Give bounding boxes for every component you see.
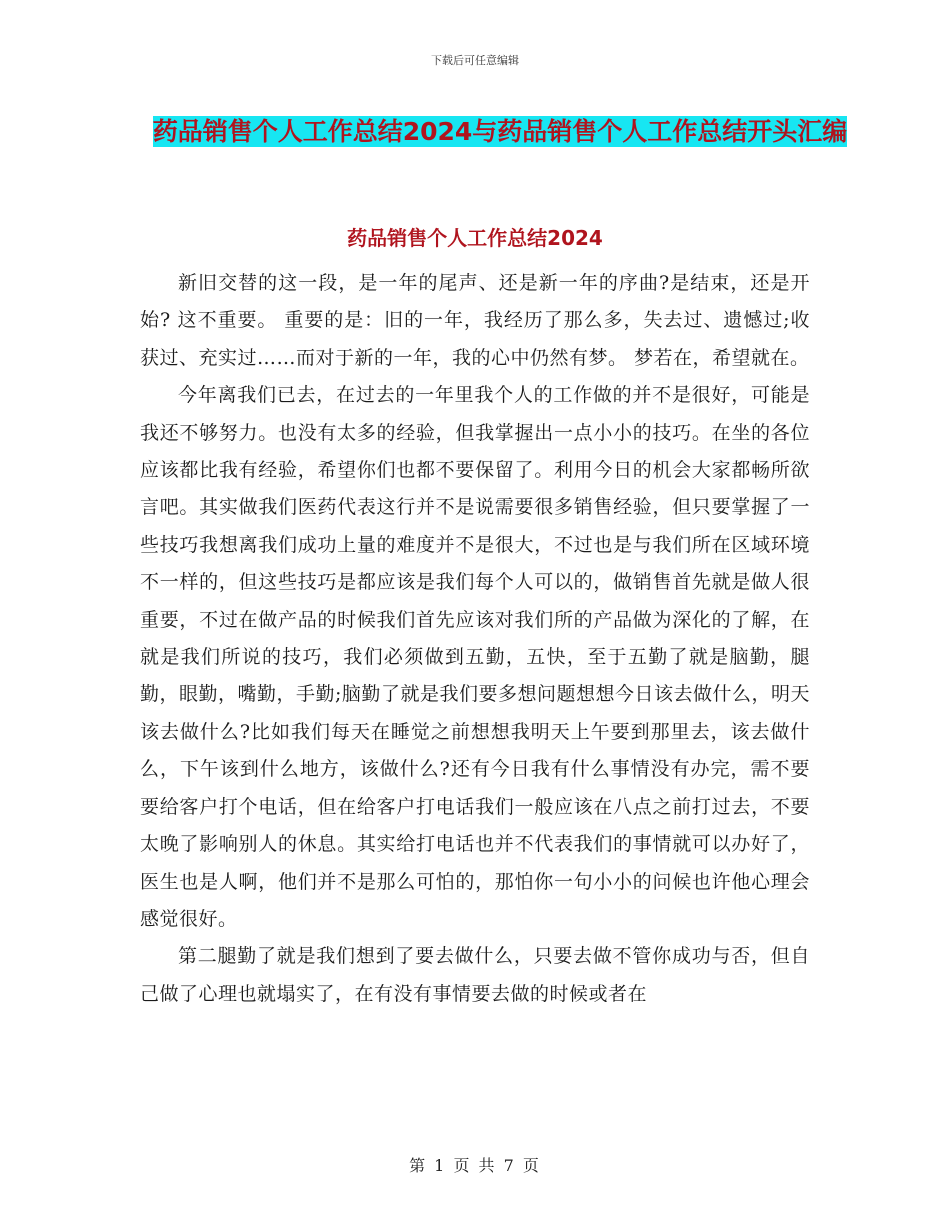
section-title: 药品销售个人工作总结2024 xyxy=(347,226,603,250)
paragraph: 今年离我们已去，在过去的一年里我个人的工作做的并不是很好，可能是我还不够努力。也没有太多的经验，但我掌握出一点小小的技巧。在坐的各位应该都比我有经验，希望你们也都不要保留了。利用今日的机会大家都畅所欲言吧。其实做我们医药代表这行并不是说需要很多销售经验，但只要掌握了一些技巧我想离我们成功上量的难度并不是很大，不过也是与我们所在区域环境不一样的，但这些技巧是都应该是我们每个人可以的，做销售首先就是做人很重要，不过在做产品的时候我们首先应该对我们所的产品做为深化的了解，在就是我们所说的技巧，我们必须做到五勤，五快，至于五勤了就是脑勤，腿勤，眼勤，嘴勤，手勤;脑勤了就是我们要多想问题想想今日该去做什么，明天该去做什么?比如我们每天在睡觉之前想想我明天上午要到那里去，该去做什么，下午该到什么地方，该做什么?还有今日我有什么事情没有办完，需不要要给客户打个电话，但在给客户打电话我们一般应该在八点之前打过去，不要太晚了影响别人的休息。其实给打电话也并不代表我们的事情就可以办好了，医生也是人啊，他们并不是那么可怕的，那怕你一句小小的问候也许他心理会感觉很好。 xyxy=(140,384,810,930)
header-note: 下载后可任意编辑 xyxy=(431,54,519,67)
document-title-text: 药品销售个人工作总结2024与药品销售个人工作总结开头汇编 xyxy=(152,117,848,146)
document-title xyxy=(140,108,860,155)
paragraph: 新旧交替的这一段，是一年的尾声、还是新一年的序曲?是结束，还是开始? 这不重要。 重要的是：旧的一年，我经历了那么多，失去过、遗憾过;收获过、充实过……而对于新的一年，我的心中仍然有梦。 梦若在，希望就在。 xyxy=(140,272,810,369)
body-text xyxy=(140,265,810,1013)
page-number: 第 1 页 共 7 页 xyxy=(409,1156,541,1175)
paragraph: 第二腿勤了就是我们想到了要去做什么，只要去做不管你成功与否，但自己做了心理也就塌实了，在有没有事情要去做的时候或者在 xyxy=(140,945,810,1005)
